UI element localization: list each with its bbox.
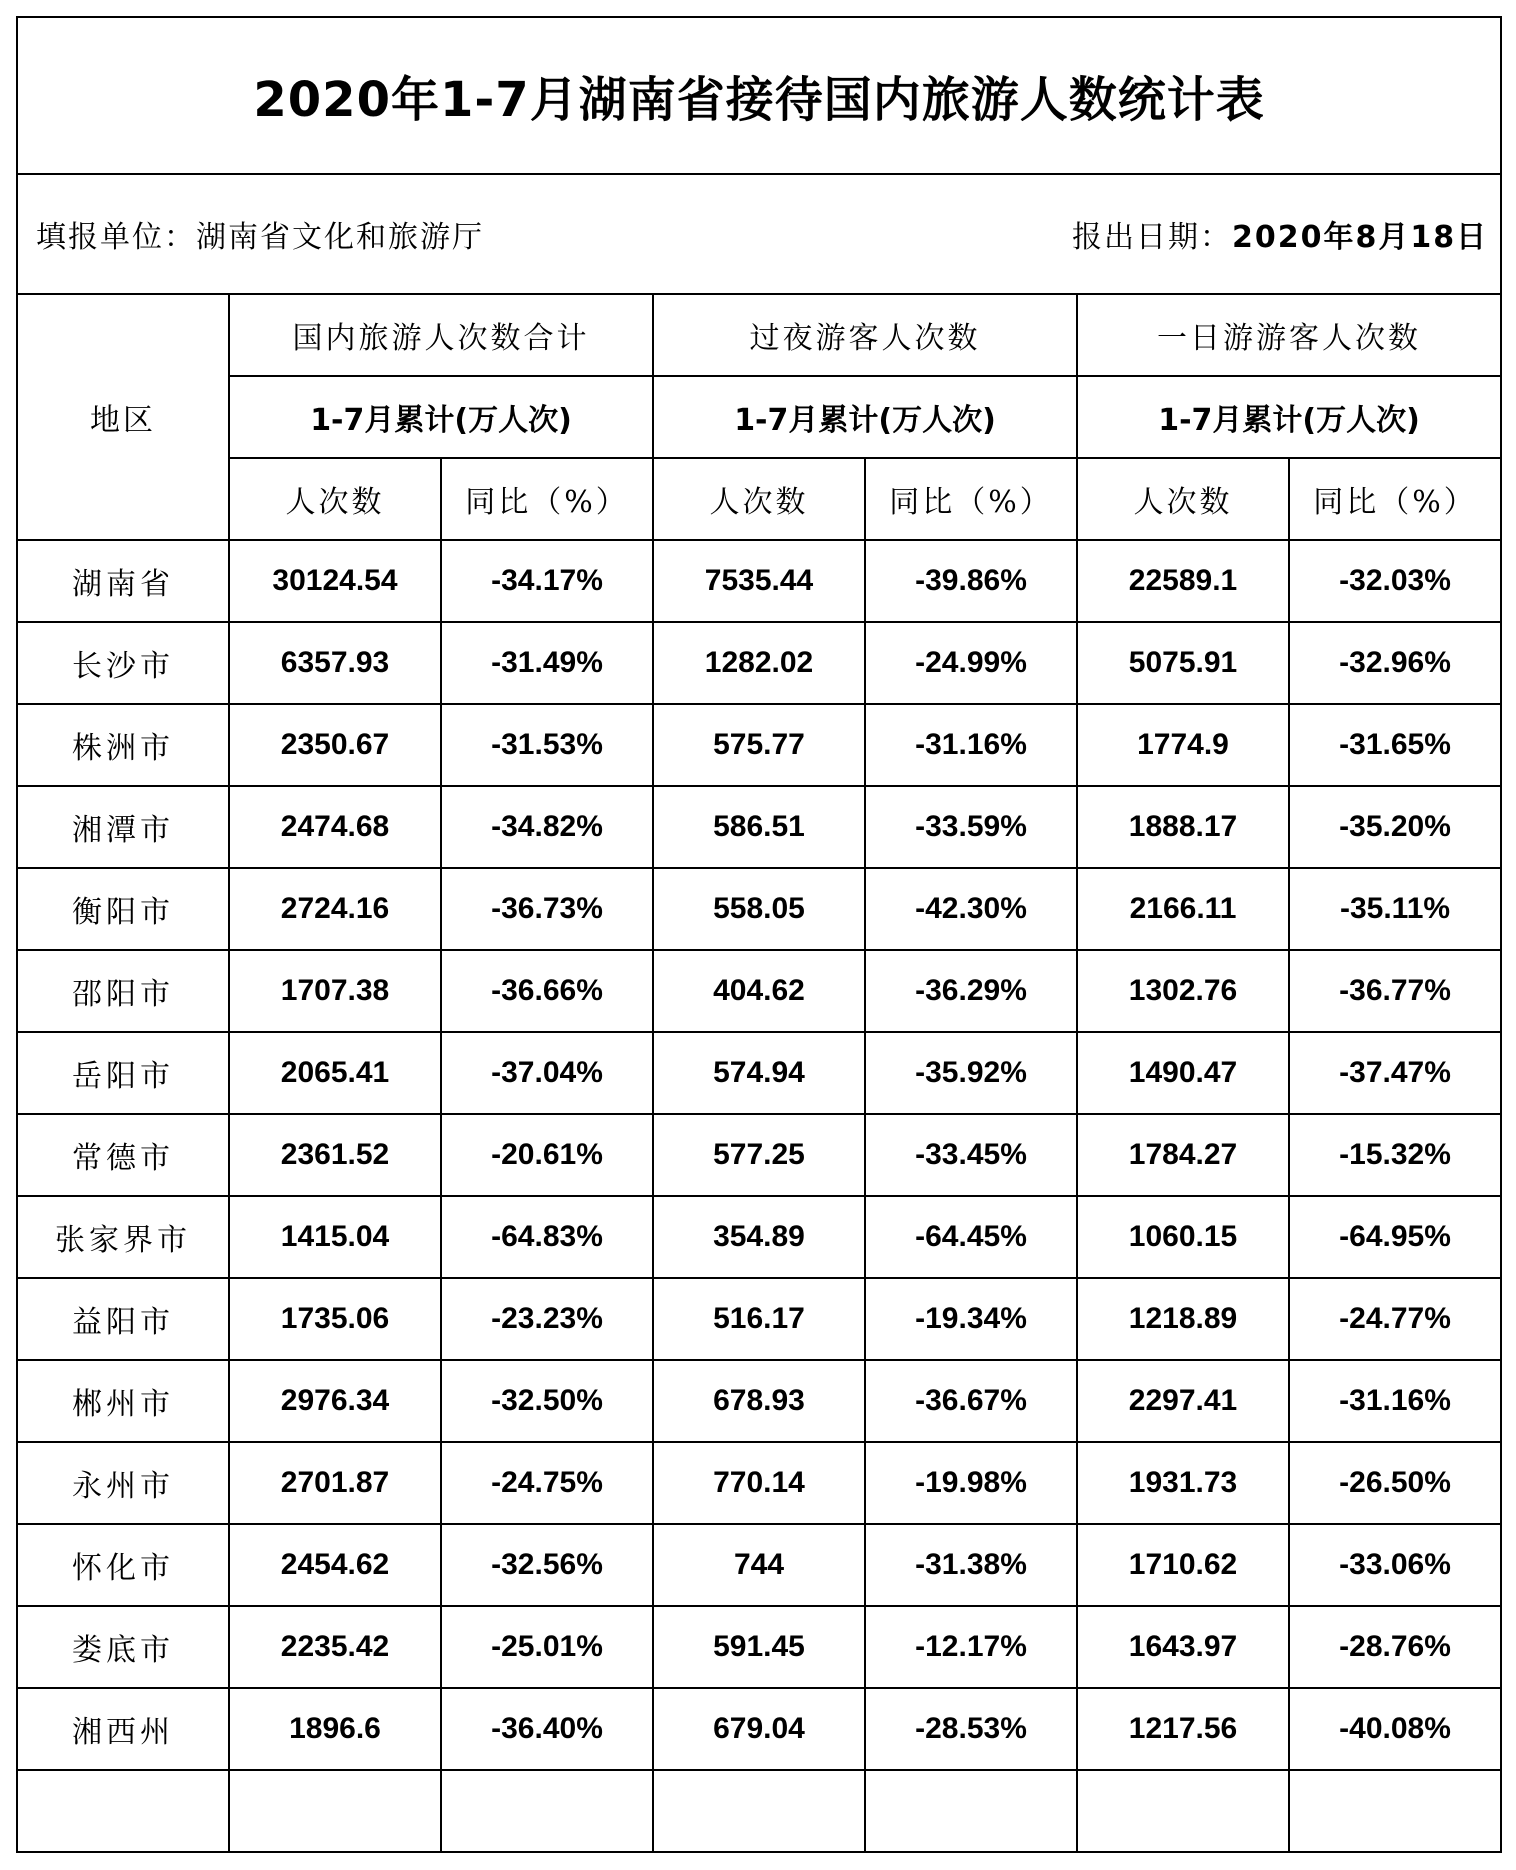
region-cell: 衡阳市 [17,868,229,950]
region-cell: 常德市 [17,1114,229,1196]
empty-cell [441,1770,653,1852]
day-trip-yoy-cell: -31.65% [1289,704,1501,786]
total-count-cell: 2235.42 [229,1606,441,1688]
region-cell: 岳阳市 [17,1032,229,1114]
total-yoy-cell: -64.83% [441,1196,653,1278]
period-header [653,376,1077,458]
day-trip-count-cell: 1218.89 [1077,1278,1289,1360]
day-trip-count-cell: 1710.62 [1077,1524,1289,1606]
yoy-column-header: 同比（%） [441,458,653,540]
total-yoy-cell: -36.73% [441,868,653,950]
empty-cell [17,1770,229,1852]
region-cell: 湘西州 [17,1688,229,1770]
empty-cell [1077,1770,1289,1852]
day-trip-yoy-cell: -15.32% [1289,1114,1501,1196]
total-yoy-cell: -37.04% [441,1032,653,1114]
empty-cell [229,1770,441,1852]
overnight-count-cell: 591.45 [653,1606,865,1688]
day-trip-count-cell: 22589.1 [1077,540,1289,622]
overnight-count-cell: 678.93 [653,1360,865,1442]
total-yoy-cell: -31.49% [441,622,653,704]
region-cell: 株洲市 [17,704,229,786]
day-trip-yoy-cell: -33.06% [1289,1524,1501,1606]
overnight-count-cell: 744 [653,1524,865,1606]
report-info [17,174,1501,294]
day-trip-count-cell: 1888.17 [1077,786,1289,868]
overnight-yoy-cell: -42.30% [865,868,1077,950]
table-row [17,786,1501,868]
overnight-yoy-cell: -33.59% [865,786,1077,868]
overnight-count-cell: 558.05 [653,868,865,950]
region-cell: 郴州市 [17,1360,229,1442]
overnight-yoy-cell: -24.99% [865,622,1077,704]
region-cell: 湘潭市 [17,786,229,868]
report-date-value: 2020年8月18日 [1231,220,1489,255]
total-count-cell: 1896.6 [229,1688,441,1770]
total-yoy-cell: -36.66% [441,950,653,1032]
region-cell: 永州市 [17,1442,229,1524]
table-row [17,1032,1501,1114]
day-trip-count-cell: 1643.97 [1077,1606,1289,1688]
yoy-column-header: 同比（%） [1289,458,1501,540]
region-cell: 娄底市 [17,1606,229,1688]
overnight-yoy-cell: -64.45% [865,1196,1077,1278]
table-row [17,622,1501,704]
period-header-text: 1-7月累计(万人次) [734,403,996,438]
overnight-count-cell: 586.51 [653,786,865,868]
day-trip-yoy-cell: -32.96% [1289,622,1501,704]
day-trip-yoy-cell: -35.20% [1289,786,1501,868]
yoy-column-header: 同比（%） [865,458,1077,540]
overnight-yoy-cell: -19.98% [865,1442,1077,1524]
total-count-cell: 1707.38 [229,950,441,1032]
report-date-label: 报出日期： [1071,220,1232,255]
total-count-cell: 2454.62 [229,1524,441,1606]
region-cell: 邵阳市 [17,950,229,1032]
day-trip-count-cell: 5075.91 [1077,622,1289,704]
tourism-statistics-table [16,16,1502,1853]
count-column-header: 人次数 [1077,458,1289,540]
empty-row [17,1770,1501,1852]
overnight-count-cell: 354.89 [653,1196,865,1278]
table-row [17,540,1501,622]
group-header-day-trip: 一日游游客人次数 [1077,294,1501,376]
overnight-count-cell: 574.94 [653,1032,865,1114]
total-count-cell: 2350.67 [229,704,441,786]
total-yoy-cell: -32.56% [441,1524,653,1606]
total-yoy-cell: -32.50% [441,1360,653,1442]
total-yoy-cell: -23.23% [441,1278,653,1360]
overnight-count-cell: 577.25 [653,1114,865,1196]
day-trip-yoy-cell: -40.08% [1289,1688,1501,1770]
day-trip-count-cell: 2166.11 [1077,868,1289,950]
table-row [17,1114,1501,1196]
report-date [1072,212,1500,256]
day-trip-yoy-cell: -26.50% [1289,1442,1501,1524]
empty-cell [653,1770,865,1852]
table-row [17,1606,1501,1688]
day-trip-yoy-cell: -35.11% [1289,868,1501,950]
overnight-yoy-cell: -19.34% [865,1278,1077,1360]
table-row [17,1278,1501,1360]
day-trip-count-cell: 1774.9 [1077,704,1289,786]
table-row [17,1442,1501,1524]
overnight-count-cell: 575.77 [653,704,865,786]
day-trip-yoy-cell: -24.77% [1289,1278,1501,1360]
day-trip-count-cell: 1217.56 [1077,1688,1289,1770]
region-cell: 张家界市 [17,1196,229,1278]
day-trip-count-cell: 1784.27 [1077,1114,1289,1196]
table-row [17,1196,1501,1278]
total-count-cell: 6357.93 [229,622,441,704]
period-header-text: 1-7月累计(万人次) [1158,403,1420,438]
total-count-cell: 2474.68 [229,786,441,868]
total-yoy-cell: -31.53% [441,704,653,786]
count-column-header: 人次数 [229,458,441,540]
total-count-cell: 2065.41 [229,1032,441,1114]
overnight-yoy-cell: -36.67% [865,1360,1077,1442]
overnight-yoy-cell: -31.38% [865,1524,1077,1606]
overnight-count-cell: 7535.44 [653,540,865,622]
table-row [17,704,1501,786]
day-trip-count-cell: 1060.15 [1077,1196,1289,1278]
day-trip-yoy-cell: -32.03% [1289,540,1501,622]
total-count-cell: 2724.16 [229,868,441,950]
overnight-yoy-cell: -36.29% [865,950,1077,1032]
total-count-cell: 1415.04 [229,1196,441,1278]
overnight-count-cell: 404.62 [653,950,865,1032]
period-header [229,376,653,458]
overnight-yoy-cell: -35.92% [865,1032,1077,1114]
table-row [17,950,1501,1032]
empty-cell [865,1770,1077,1852]
total-yoy-cell: -34.17% [441,540,653,622]
total-yoy-cell: -34.82% [441,786,653,868]
total-count-cell: 2701.87 [229,1442,441,1524]
total-yoy-cell: -25.01% [441,1606,653,1688]
day-trip-yoy-cell: -37.47% [1289,1032,1501,1114]
group-header-total: 国内旅游人次数合计 [229,294,653,376]
day-trip-yoy-cell: -64.95% [1289,1196,1501,1278]
total-count-cell: 2361.52 [229,1114,441,1196]
total-count-cell: 1735.06 [229,1278,441,1360]
count-column-header: 人次数 [653,458,865,540]
day-trip-count-cell: 1302.76 [1077,950,1289,1032]
reporting-unit: 填报单位：湖南省文化和旅游厅 [36,220,484,255]
overnight-yoy-cell: -28.53% [865,1688,1077,1770]
group-header-overnight: 过夜游客人次数 [653,294,1077,376]
overnight-yoy-cell: -39.86% [865,540,1077,622]
region-cell: 长沙市 [17,622,229,704]
overnight-count-cell: 770.14 [653,1442,865,1524]
total-count-cell: 30124.54 [229,540,441,622]
region-cell: 怀化市 [17,1524,229,1606]
day-trip-count-cell: 2297.41 [1077,1360,1289,1442]
overnight-count-cell: 1282.02 [653,622,865,704]
region-cell: 益阳市 [17,1278,229,1360]
total-yoy-cell: -20.61% [441,1114,653,1196]
day-trip-yoy-cell: -31.16% [1289,1360,1501,1442]
region-header: 地区 [17,294,229,540]
region-cell: 湖南省 [17,540,229,622]
total-count-cell: 2976.34 [229,1360,441,1442]
table-row [17,1524,1501,1606]
overnight-count-cell: 516.17 [653,1278,865,1360]
overnight-count-cell: 679.04 [653,1688,865,1770]
empty-cell [1289,1770,1501,1852]
period-header-text: 1-7月累计(万人次) [310,403,572,438]
day-trip-count-cell: 1931.73 [1077,1442,1289,1524]
day-trip-yoy-cell: -36.77% [1289,950,1501,1032]
table-row [17,1688,1501,1770]
day-trip-yoy-cell: -28.76% [1289,1606,1501,1688]
overnight-yoy-cell: -31.16% [865,704,1077,786]
table-title: 2020年1-7月湖南省接待国内旅游人数统计表 [17,17,1501,174]
period-header [1077,376,1501,458]
table-row [17,1360,1501,1442]
table-row [17,868,1501,950]
overnight-yoy-cell: -33.45% [865,1114,1077,1196]
day-trip-count-cell: 1490.47 [1077,1032,1289,1114]
overnight-yoy-cell: -12.17% [865,1606,1077,1688]
total-yoy-cell: -36.40% [441,1688,653,1770]
total-yoy-cell: -24.75% [441,1442,653,1524]
